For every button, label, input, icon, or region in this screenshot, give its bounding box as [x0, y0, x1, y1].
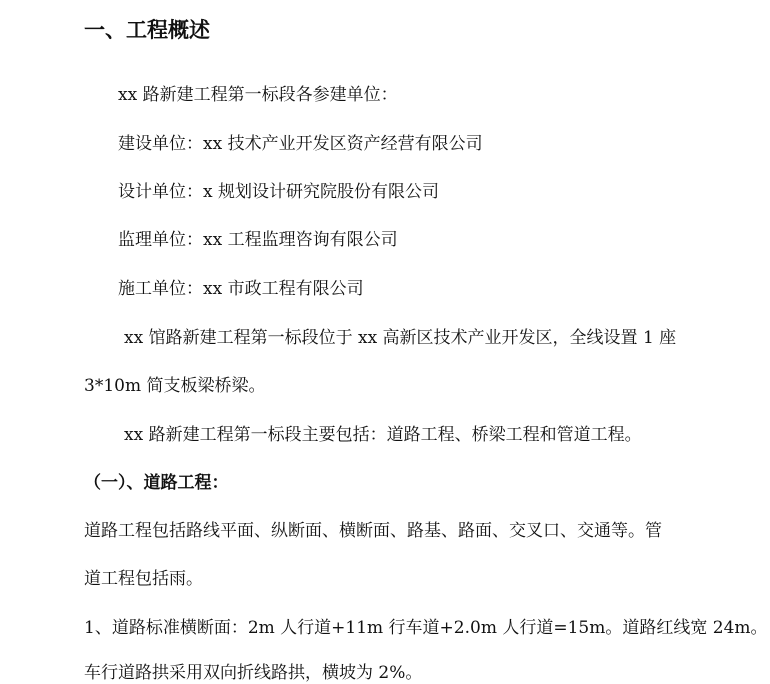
road-cross-section-line: 1、道路标准横断面：2m 人行道+11m 行车道+2.0m 人行道=15m。道路红线宽 24m。 — [84, 618, 768, 638]
road-camber-line: 车行道路拱采用双向折线路拱，横坡为 2%。 — [84, 663, 423, 683]
road-paragraph-line1: 道路工程包括路线平面、纵断面、横断面、路基、路面、交叉口、交通等。管 — [84, 521, 662, 541]
section-title: 一、工程概述 — [84, 18, 210, 42]
paragraph-contractor-unit: 施工单位：xx 市政工程有限公司 — [118, 279, 364, 299]
paragraph-scope: xx 路新建工程第一标段主要包括：道路工程、桥梁工程和管道工程。 — [124, 425, 642, 445]
paragraph-participants-intro: xx 路新建工程第一标段各参建单位： — [118, 85, 398, 105]
paragraph-location-line2: 3*10m 简支板梁桥梁。 — [84, 376, 266, 396]
cut-off-line-container — [0, 660, 770, 683]
paragraph-construction-unit: 建设单位：xx 技术产业开发区资产经营有限公司 — [118, 134, 483, 154]
subsection-title: （一）、道路工程： — [84, 473, 229, 493]
paragraph-location-line1: xx 馆路新建工程第一标段位于 xx 高新区技术产业开发区，全线设置 1 座 — [124, 328, 677, 348]
road-paragraph-line2: 道工程包括雨。 — [84, 569, 203, 589]
paragraph-design-unit: 设计单位：x 规划设计研究院股份有限公司 — [118, 182, 439, 202]
paragraph-supervision-unit: 监理单位：xx 工程监理咨询有限公司 — [118, 230, 398, 250]
